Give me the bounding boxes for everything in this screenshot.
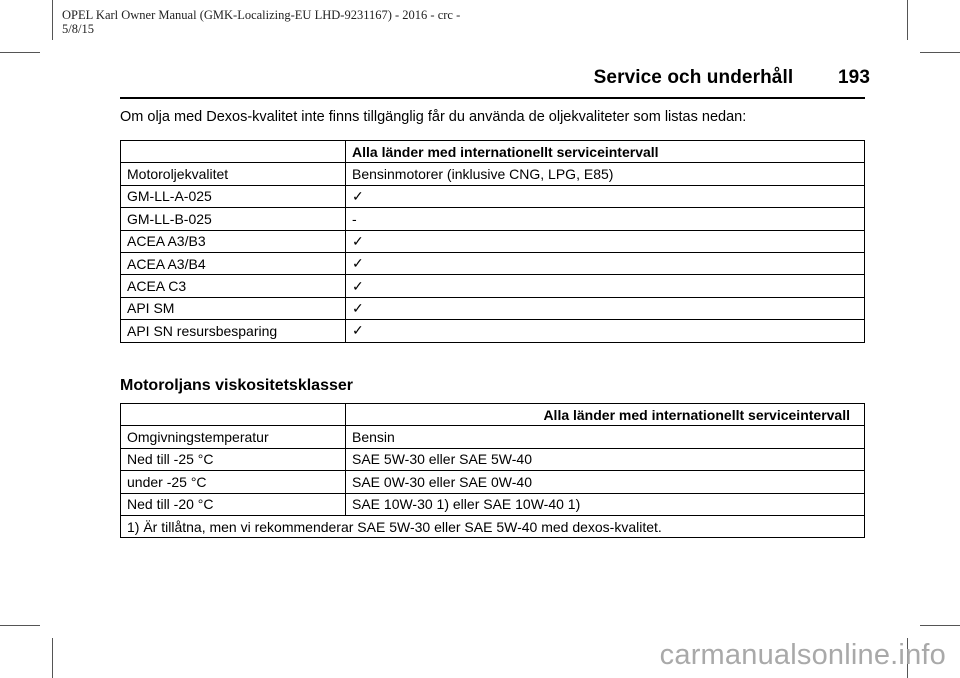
checkmark-cell: ✓	[346, 230, 865, 252]
intro-paragraph: Om olja med Dexos-kvalitet inte finns tillgänglig får du använda de oljekvaliteter som listas nedan:	[120, 109, 747, 125]
section-title: Service och underhåll	[593, 67, 794, 88]
section-heading: Motoroljans viskositetsklasser	[120, 377, 353, 394]
table-cell: Ned till -20 °C	[121, 493, 346, 515]
table-row	[121, 275, 865, 297]
table-header-cell: Alla länder med internationellt serviceintervall	[346, 141, 865, 163]
table-header-cell: Alla länder med internationellt serviceintervall	[346, 404, 865, 426]
table-header-row	[121, 141, 865, 163]
oil-quality-table	[120, 140, 865, 343]
table-footnote: 1) Är tillåtna, men vi rekommenderar SAE 5W-30 eller SAE 5W-40 med dexos-kvalitet.	[121, 515, 865, 537]
table-cell: ACEA A3/B4	[121, 252, 346, 274]
table-cell: Motoroljekvalitet	[121, 163, 346, 185]
page-title	[594, 67, 870, 89]
table-footnote-row	[121, 515, 865, 537]
table-cell: SAE 10W-30 1) eller SAE 10W-40 1)	[346, 493, 865, 515]
document-header	[62, 8, 460, 36]
table-cell: Bensinmotorer (inklusive CNG, LPG, E85)	[346, 163, 865, 185]
table-header-empty-cell	[121, 141, 346, 163]
checkmark-cell: ✓	[346, 252, 865, 274]
table-row	[121, 448, 865, 470]
table-cell: SAE 0W-30 eller SAE 0W-40	[346, 471, 865, 493]
table-row	[121, 163, 865, 185]
crop-mark	[907, 0, 908, 40]
crop-mark	[0, 52, 40, 53]
viscosity-table	[120, 403, 865, 538]
watermark: carmanualsonline.info	[659, 639, 946, 671]
crop-mark	[920, 625, 960, 626]
table-row	[121, 252, 865, 274]
crop-mark	[52, 0, 53, 40]
table-row	[121, 297, 865, 319]
table-cell: SAE 5W-30 eller SAE 5W-40	[346, 448, 865, 470]
crop-mark	[0, 625, 40, 626]
table-header-row	[121, 404, 865, 426]
table-row	[121, 208, 865, 230]
table-row	[121, 320, 865, 342]
checkmark-cell: ✓	[346, 297, 865, 319]
document-header-line2: 5/8/15	[62, 22, 94, 36]
table-cell: ACEA A3/B3	[121, 230, 346, 252]
table-row	[121, 493, 865, 515]
crop-mark	[52, 638, 53, 678]
page-number: 193	[837, 67, 870, 88]
checkmark-cell: ✓	[346, 320, 865, 342]
table-cell: Omgivningstemperatur	[121, 426, 346, 448]
table-cell: ACEA C3	[121, 275, 346, 297]
table-cell: API SM	[121, 297, 346, 319]
table-cell: API SN resursbesparing	[121, 320, 346, 342]
crop-mark	[920, 52, 960, 53]
table-cell: GM-LL-A-025	[121, 185, 346, 207]
table-cell: Ned till -25 °C	[121, 448, 346, 470]
table-row	[121, 185, 865, 207]
table-row	[121, 471, 865, 493]
table-cell: Bensin	[346, 426, 865, 448]
title-divider	[120, 97, 865, 99]
checkmark-cell: ✓	[346, 275, 865, 297]
table-cell: under -25 °C	[121, 471, 346, 493]
table-header-empty-cell	[121, 404, 346, 426]
table-cell: -	[346, 208, 865, 230]
document-header-line1: OPEL Karl Owner Manual (GMK-Localizing-EU LHD-9231167) - 2016 - crc -	[62, 8, 461, 22]
checkmark-cell: ✓	[346, 185, 865, 207]
table-cell: GM-LL-B-025	[121, 208, 346, 230]
table-row	[121, 230, 865, 252]
table-row	[121, 426, 865, 448]
